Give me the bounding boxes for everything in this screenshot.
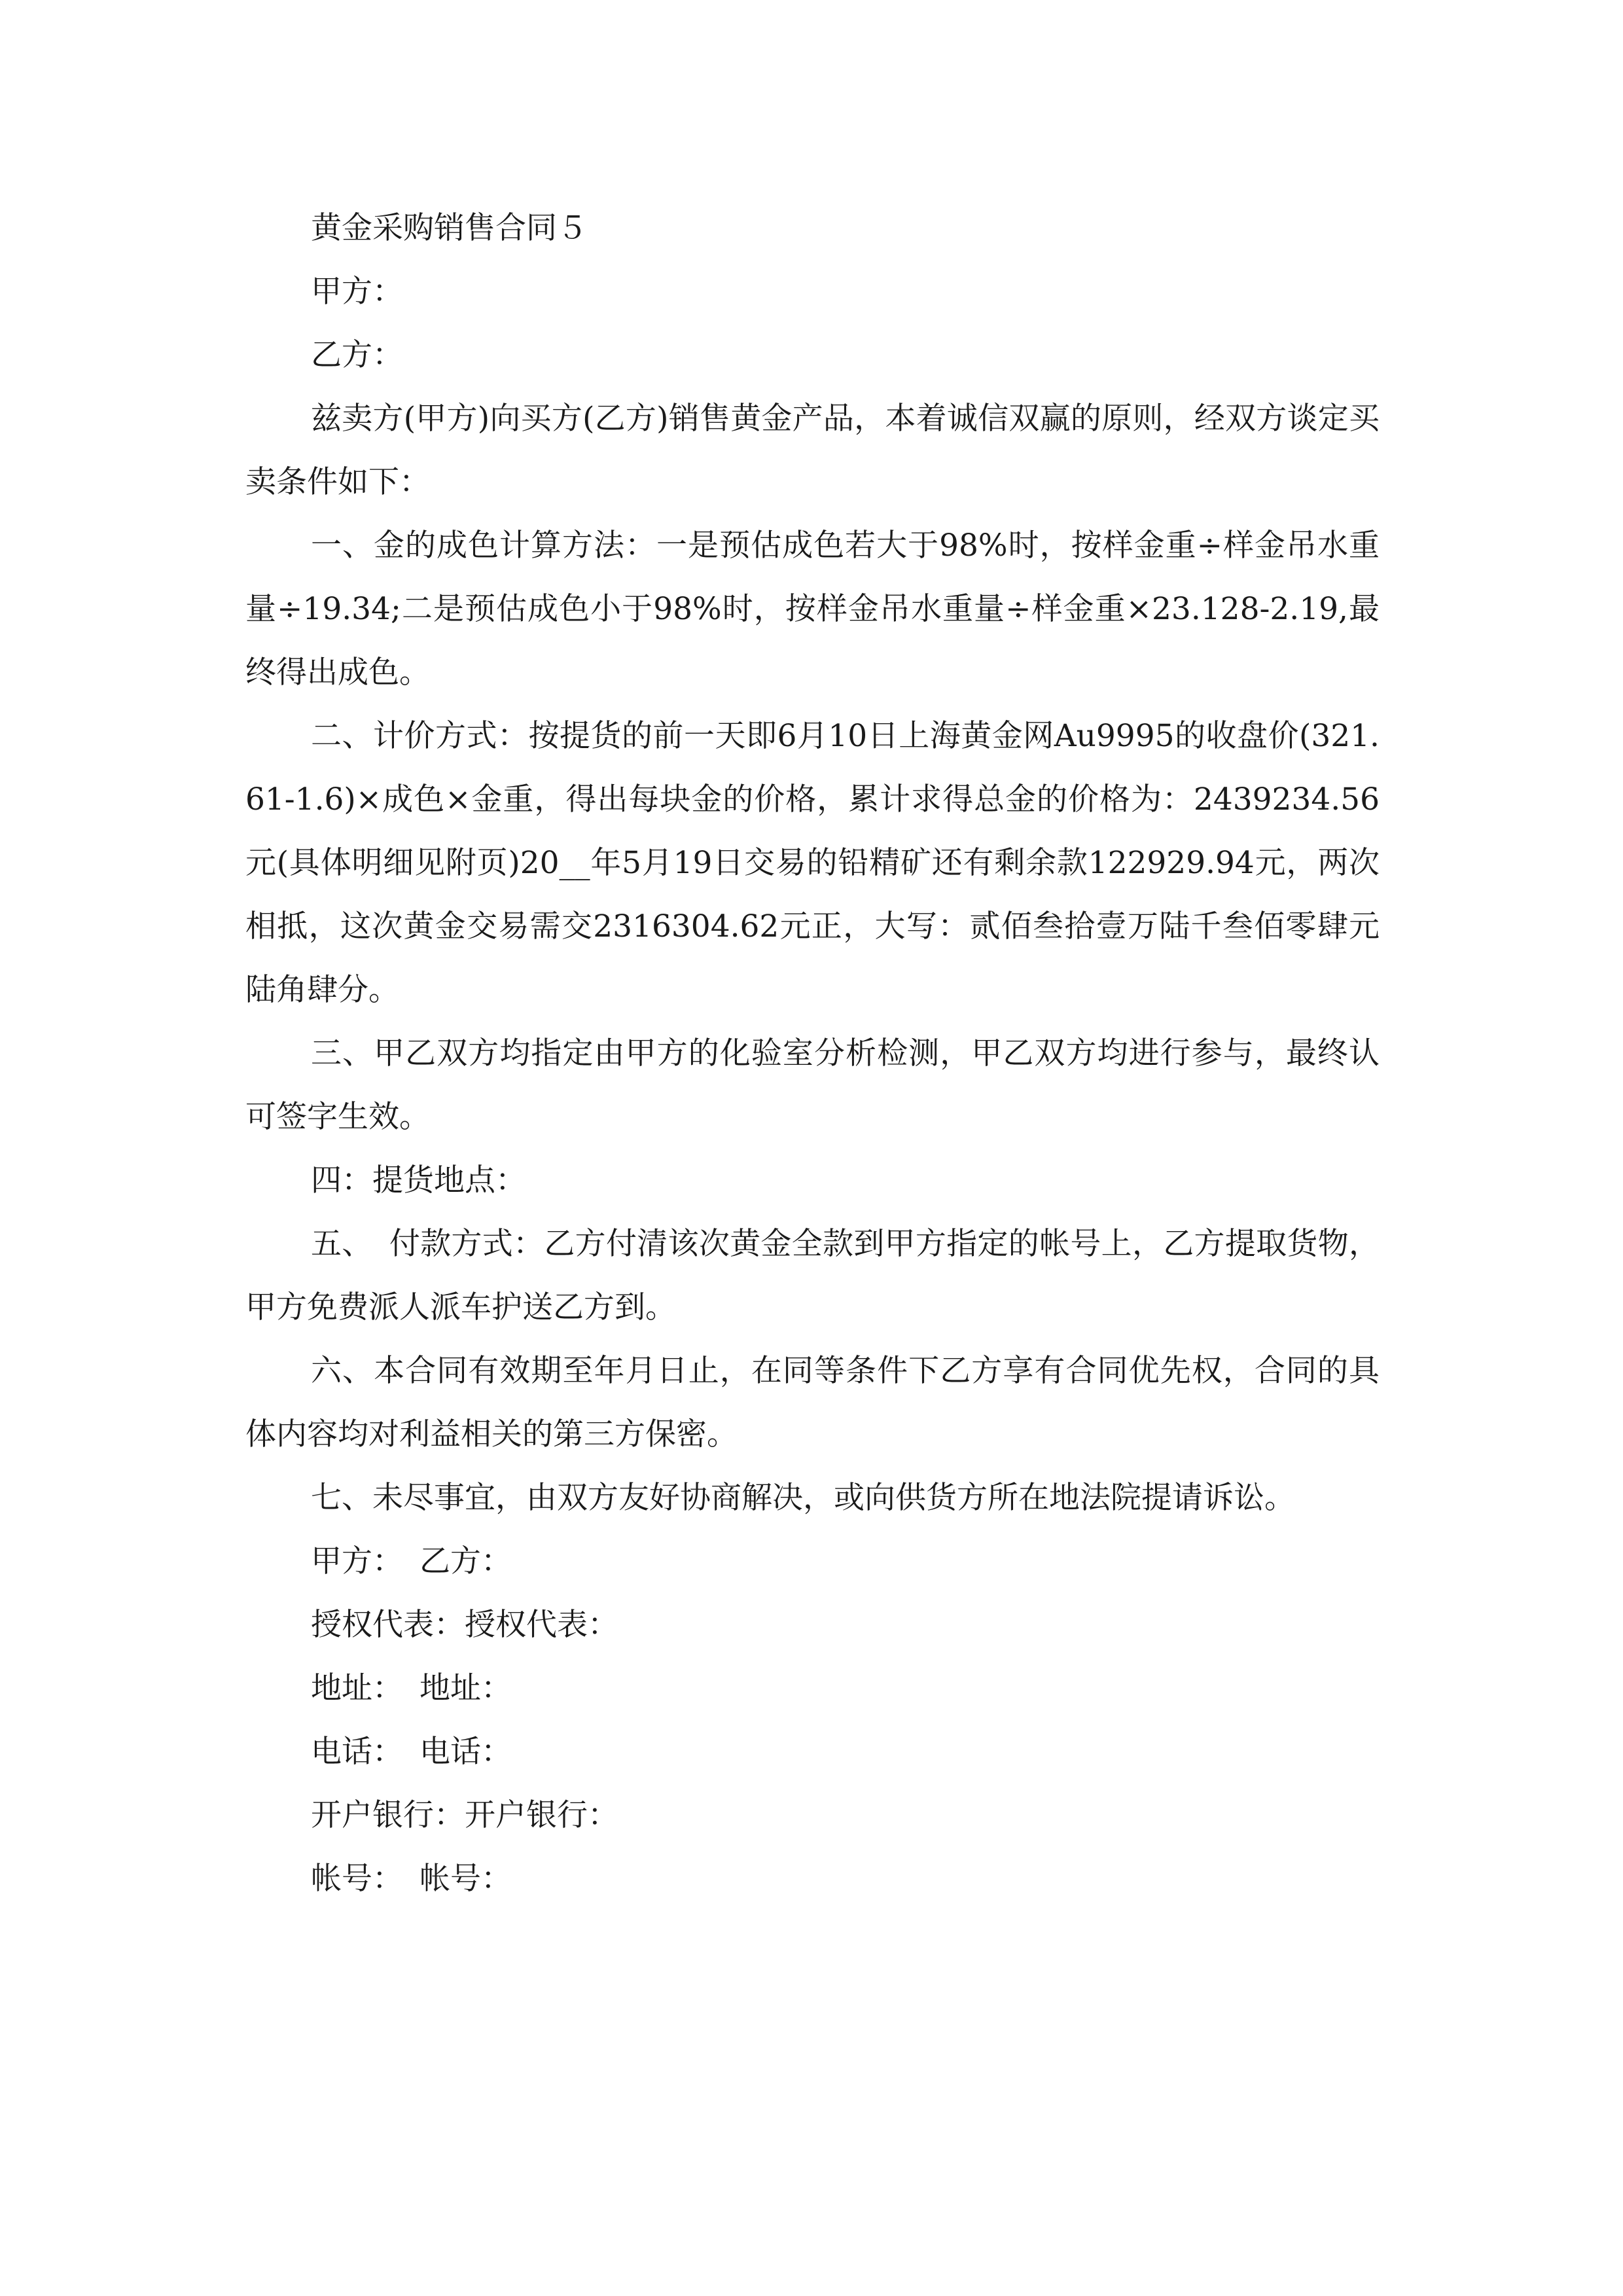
party-b-header: 乙方： [311,337,403,373]
sign-bank-a: 开户银行： [311,1797,465,1833]
clause-5-number: 五、 [311,1226,373,1262]
sign-addr-a: 地址： [311,1670,403,1706]
signature-account-row [245,1847,1380,1910]
signature-bank-row [245,1784,1380,1847]
sign-rep-b: 授权代表： [465,1607,618,1643]
sign-party-a: 甲方： [311,1543,403,1579]
clause-4: 四：提货地点： [311,1162,526,1198]
sign-party-b: 乙方： [419,1543,512,1579]
clause-7: 七、未尽事宜，由双方友好协商解决，或向供货方所在地法院提请诉讼。 [311,1480,1295,1516]
document-title: 黄金采购销售合同５ [311,210,588,246]
party-a-header: 甲方： [311,274,403,310]
sign-tel-a: 电话： [311,1734,403,1770]
clause-5-text: 付款方式：乙方付清该次黄金全款到甲方指定的帐号上，乙方提取货物，甲方免费派人派车护送乙方到。 [245,1226,1380,1325]
clause-3: 三、甲乙双方均指定由甲方的化验室分析检测，甲乙双方均进行参与，最终认可签字生效。 [245,1035,1380,1135]
signature-address-row [245,1657,1380,1720]
sign-rep-a: 授权代表： [311,1607,465,1643]
clause-1: 一、金的成色计算方法：一是预估成色若大于98%时，按样金重÷样金吊水重量÷19.34;二是预估成色小于98%时，按样金吊水重量÷样金重×23.128-2.19,最终得出成色。 [245,528,1380,691]
signature-phone-row [245,1720,1380,1784]
document-body [245,196,1380,1910]
clause-6: 六、本合同有效期至年月日止，在同等条件下乙方享有合同优先权，合同的具体内容均对利益相关的第三方保密。 [245,1353,1380,1452]
sign-addr-b: 地址： [419,1670,512,1706]
sign-tel-b: 电话： [419,1734,512,1770]
signature-rep-row [245,1593,1380,1657]
clause-5 [245,1212,1380,1339]
sign-acct-a: 帐号： [311,1861,403,1897]
sign-bank-b: 开户银行： [465,1797,618,1833]
intro-paragraph: 兹卖方(甲方)向买方(乙方)销售黄金产品，本着诚信双赢的原则，经双方谈定买卖条件如下： [245,401,1380,500]
clause-2: 二、计价方式：按提货的前一天即6月10日上海黄金网Au9995的收盘价(321.61-1.6)×成色×金重，得出每块金的价格，累计求得总金的价格为：2439234.56元(具体明细见附页)20__年5月19日交易的铅精矿还有剩余款122929.94元，两次相抵，这次黄金交易需交2316304.62元正，大写：贰佰叁拾壹万陆千叁佰零肆元陆角肆分。 [245,718,1380,1008]
signature-party-row [245,1530,1380,1593]
sign-acct-b: 帐号： [419,1861,512,1897]
